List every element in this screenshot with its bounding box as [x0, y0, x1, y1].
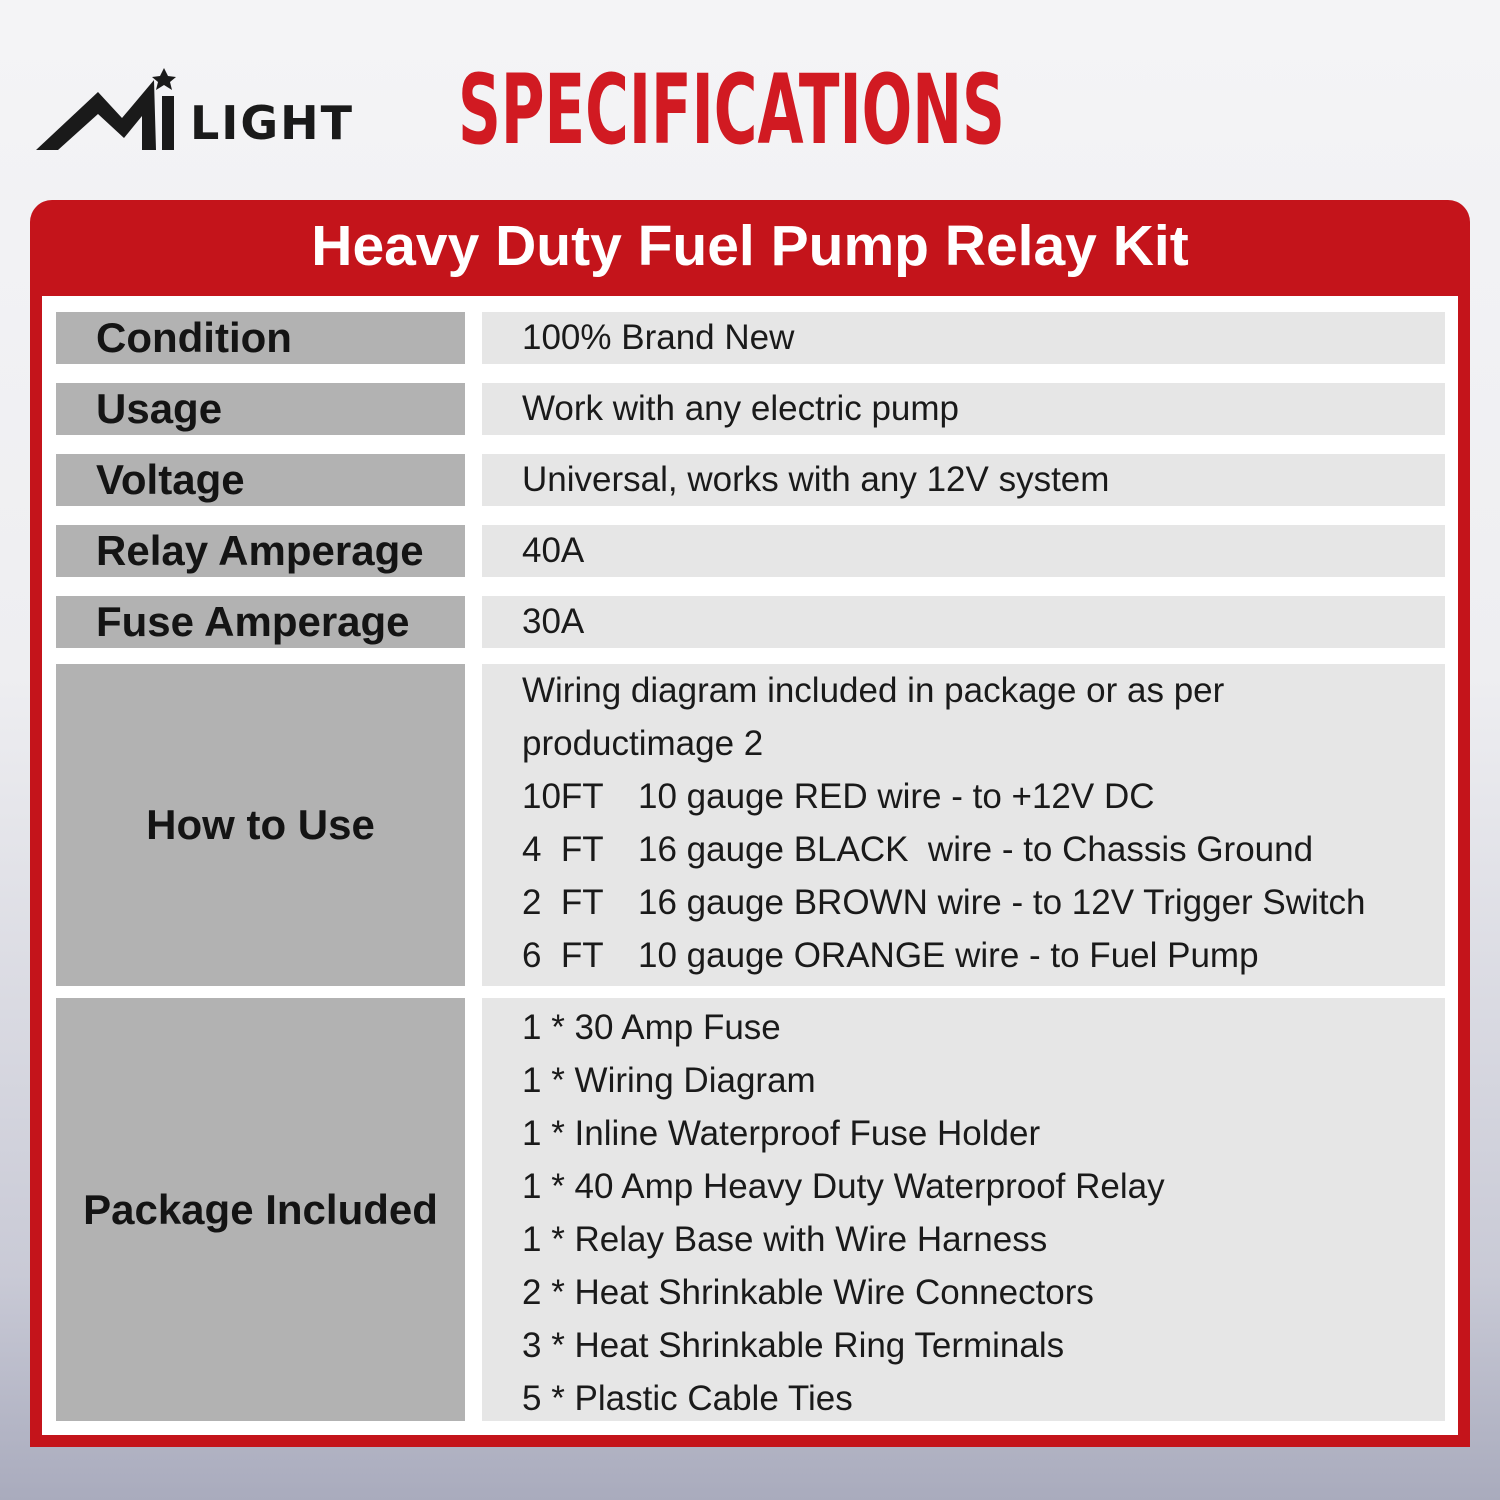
label-package-included: Package Included	[56, 998, 465, 1421]
wire-description: 16 gauge BROWN wire - to 12V Trigger Switch	[638, 883, 1366, 922]
package-item: 2 * Heat Shrinkable Wire Connectors	[522, 1273, 1094, 1312]
value-fuse-amperage: 30A	[482, 596, 1445, 648]
package-item: 1 * Wiring Diagram	[522, 1061, 816, 1100]
wire-row	[522, 929, 1445, 982]
spec-table	[42, 296, 1458, 1435]
wire-description: 16 gauge BLACK wire - to Chassis Ground	[638, 830, 1314, 869]
panel-title: Heavy Duty Fuel Pump Relay Kit	[311, 214, 1189, 278]
wire-length: 6 FT	[522, 936, 604, 975]
wire-length: 2 FT	[522, 883, 604, 922]
wire-description: 10 gauge ORANGE wire - to Fuel Pump	[638, 936, 1259, 975]
wire-row	[522, 876, 1445, 929]
page-title: SPECIFICATIONS	[458, 54, 1005, 166]
wire-length: 4 FT	[522, 830, 604, 869]
package-item: 1 * 40 Amp Heavy Duty Waterproof Relay	[522, 1167, 1165, 1206]
wire-row	[522, 770, 1445, 823]
package-item: 5 * Plastic Cable Ties	[522, 1379, 853, 1418]
label-usage: Usage	[56, 383, 465, 435]
spec-panel	[30, 200, 1470, 1447]
wire-length: 10FT	[522, 777, 604, 816]
wire-row	[522, 823, 1445, 876]
label-voltage: Voltage	[56, 454, 465, 506]
value-relay-amperage: 40A	[482, 525, 1445, 577]
package-item: 1 * Inline Waterproof Fuse Holder	[522, 1114, 1041, 1153]
value-voltage: Universal, works with any 12V system	[482, 454, 1445, 506]
label-how-to-use: How to Use	[56, 664, 465, 986]
label-fuse-amperage: Fuse Amperage	[56, 596, 465, 648]
package-item: 1 * Relay Base with Wire Harness	[522, 1220, 1048, 1259]
value-usage: Work with any electric pump	[482, 383, 1445, 435]
value-package-included	[482, 998, 1445, 1421]
package-item: 1 * 30 Amp Fuse	[522, 1008, 781, 1047]
label-relay-amperage: Relay Amperage	[56, 525, 465, 577]
wire-description: 10 gauge RED wire - to +12V DC	[638, 777, 1155, 816]
value-how-to-use	[482, 664, 1445, 986]
package-item: 3 * Heat Shrinkable Ring Terminals	[522, 1326, 1065, 1365]
logo-text: LIGHT	[190, 96, 355, 150]
value-condition: 100% Brand New	[482, 312, 1445, 364]
label-condition: Condition	[56, 312, 465, 364]
how-to-use-intro-line: Wiring diagram included in package or as per	[522, 671, 1225, 710]
how-to-use-intro-line: productimage 2	[522, 724, 764, 763]
